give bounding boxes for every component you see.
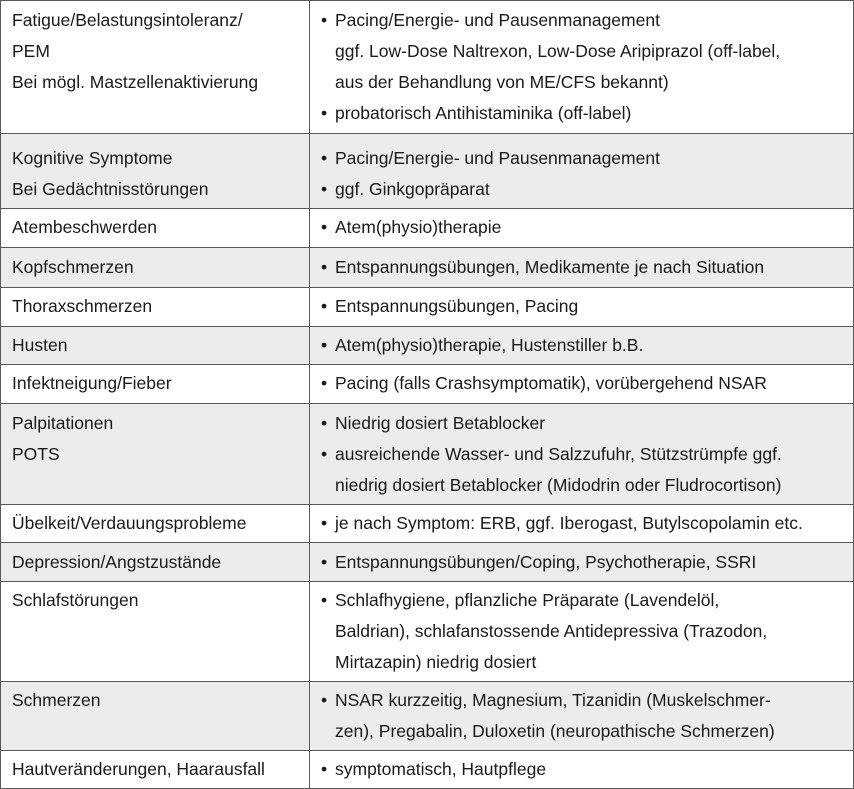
table-body bbox=[1, 1, 854, 789]
measure-text: • Pacing/Energie- und Pausenmanagement bbox=[335, 148, 660, 168]
measure-text: aus der Behandlung von ME/CFS bekannt) bbox=[335, 72, 669, 92]
symptom-text: Thoraxschmerzen bbox=[12, 296, 153, 316]
measure-text: • probatorisch Antihistaminika (off-label) bbox=[335, 103, 632, 123]
measure-bullet-item bbox=[321, 212, 845, 243]
measure-bullet-item bbox=[321, 439, 845, 501]
measure-bullet-item bbox=[321, 508, 845, 539]
symptom-text: Fatigue/Belastungsintoleranz/ bbox=[12, 10, 243, 30]
measures-cell bbox=[310, 543, 854, 582]
measures-cell bbox=[310, 682, 854, 751]
symptom-cell bbox=[1, 248, 310, 288]
measure-bullet-item bbox=[321, 408, 845, 439]
measure-text: • Pacing (falls Crashsymptomatik), vorübergehend NSAR bbox=[335, 373, 767, 393]
measure-bullet-item bbox=[321, 368, 845, 399]
table-row bbox=[1, 505, 854, 543]
measure-text: • ggf. Ginkgopräparat bbox=[335, 179, 490, 199]
symptom-cell bbox=[1, 327, 310, 365]
measure-bullet-item bbox=[321, 291, 845, 322]
symptom-text: Infektneigung/Fieber bbox=[12, 373, 172, 393]
measure-bullet-item bbox=[321, 143, 845, 174]
table-row bbox=[1, 404, 854, 505]
table-row bbox=[1, 682, 854, 751]
symptom-cell bbox=[1, 209, 310, 248]
measures-cell bbox=[310, 248, 854, 288]
symptom-text: Kopfschmerzen bbox=[12, 257, 134, 277]
table-row bbox=[1, 582, 854, 682]
measure-text: • Entspannungsübungen, Pacing bbox=[335, 296, 579, 316]
measure-bullet-item bbox=[321, 98, 845, 129]
measure-text: • Entspannungsübungen/Coping, Psychotherapie, SSRI bbox=[335, 552, 757, 572]
symptom-text: Schlafstörungen bbox=[12, 590, 139, 610]
table-row bbox=[1, 288, 854, 327]
measure-text: Mirtazapin) niedrig dosiert bbox=[335, 652, 537, 672]
symptom-text: Übelkeit/Verdauungsprobleme bbox=[12, 513, 247, 533]
measure-bullet-item bbox=[321, 685, 845, 747]
table-row bbox=[1, 327, 854, 365]
measure-text: • Niedrig dosiert Betablocker bbox=[335, 413, 546, 433]
table-row bbox=[1, 1, 854, 134]
table-row bbox=[1, 209, 854, 248]
symptom-text: Palpitationen bbox=[12, 413, 114, 433]
table-row bbox=[1, 365, 854, 404]
measures-cell bbox=[310, 582, 854, 682]
symptom-text: Kognitive Symptome bbox=[12, 148, 173, 168]
symptom-cell bbox=[1, 288, 310, 327]
symptom-cell bbox=[1, 582, 310, 682]
symptom-text: Schmerzen bbox=[12, 690, 101, 710]
measures-cell bbox=[310, 1, 854, 134]
measure-text: niedrig dosiert Betablocker (Midodrin oder Fludrocortison) bbox=[335, 475, 782, 495]
measure-text: • NSAR kurzzeitig, Magnesium, Tizanidin (Muskelschmer- bbox=[335, 690, 771, 710]
measures-cell bbox=[310, 209, 854, 248]
symptom-cell bbox=[1, 1, 310, 134]
table-row bbox=[1, 134, 854, 209]
measures-cell bbox=[310, 404, 854, 505]
symptom-cell bbox=[1, 505, 310, 543]
measure-bullet-item bbox=[321, 330, 845, 361]
measure-bullet-item bbox=[321, 585, 845, 678]
symptom-cell bbox=[1, 365, 310, 404]
measure-text: zen), Pregabalin, Duloxetin (neuropathische Schmerzen) bbox=[335, 721, 775, 741]
measure-text: • Atem(physio)therapie bbox=[335, 217, 502, 237]
measure-text: • symptomatisch, Hautpflege bbox=[335, 759, 547, 779]
measure-bullet-item bbox=[321, 252, 845, 283]
measure-text: • Entspannungsübungen, Medikamente je nach Situation bbox=[335, 257, 765, 277]
measure-text: • Atem(physio)therapie, Hustenstiller b.B. bbox=[335, 335, 644, 355]
symptom-text: Bei Gedächtnisstörungen bbox=[12, 179, 209, 199]
table-row bbox=[1, 543, 854, 582]
measures-cell bbox=[310, 751, 854, 789]
measure-bullet-item bbox=[321, 547, 845, 578]
measure-text: • Schlafhygiene, pflanzliche Präparate (Lavendelöl, bbox=[335, 590, 720, 610]
symptom-text: POTS bbox=[12, 444, 60, 464]
measure-text: • Pacing/Energie- und Pausenmanagement bbox=[335, 10, 660, 30]
symptom-text: Depression/Angstzustände bbox=[12, 552, 222, 572]
measure-bullet-item bbox=[321, 754, 845, 785]
measures-cell bbox=[310, 365, 854, 404]
measures-cell bbox=[310, 288, 854, 327]
measure-text: ggf. Low-Dose Naltrexon, Low-Dose Aripiprazol (off-label, bbox=[335, 41, 781, 61]
symptom-text: PEM bbox=[12, 41, 50, 61]
table-row bbox=[1, 751, 854, 789]
symptom-cell bbox=[1, 543, 310, 582]
symptom-text: Hautveränderungen, Haarausfall bbox=[12, 759, 265, 779]
measure-text: Baldrian), schlafanstossende Antidepressiva (Trazodon, bbox=[335, 621, 768, 641]
table-row bbox=[1, 248, 854, 288]
symptom-cell bbox=[1, 134, 310, 209]
measure-bullet-item bbox=[321, 5, 845, 98]
symptom-text: Husten bbox=[12, 335, 68, 355]
measure-text: • ausreichende Wasser- und Salzzufuhr, Stützstrümpfe ggf. bbox=[335, 444, 782, 464]
measures-cell bbox=[310, 134, 854, 209]
symptom-cell bbox=[1, 751, 310, 789]
symptom-text: Bei mögl. Mastzellenaktivierung bbox=[12, 72, 259, 92]
symptom-cell bbox=[1, 682, 310, 751]
symptom-text: Atembeschwerden bbox=[12, 217, 157, 237]
symptom-cell bbox=[1, 404, 310, 505]
measures-cell bbox=[310, 505, 854, 543]
measures-cell bbox=[310, 327, 854, 365]
measure-bullet-item bbox=[321, 174, 845, 205]
measure-text: • je nach Symptom: ERB, ggf. Iberogast, Butylscopolamin etc. bbox=[335, 513, 803, 533]
